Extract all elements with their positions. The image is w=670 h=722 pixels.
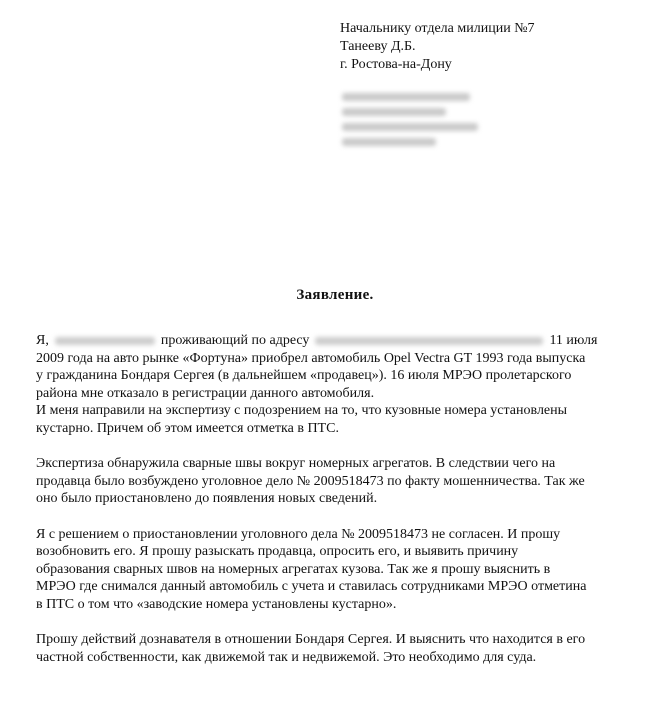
- addressee-line-2: Танееву Д.Б.: [340, 39, 416, 54]
- paragraph-1-line-6: кустарно. Причем об этом имеется отметка в ПТС.: [36, 420, 339, 436]
- paragraph-4-line-1: Прошу действий дознавателя в отношении Бондаря Сергея. И выяснить что находится в его: [36, 632, 586, 648]
- paragraph-2-line-1: Экспертиза обнаружила сварные швы вокруг номерных агрегатов. В следствии чего на: [36, 456, 556, 472]
- paragraph-1-line-2: 2009 года на авто рынке «Фортуна» приобрел автомобиль Opel Vectra GT 1993 года выпуска: [36, 350, 586, 366]
- paragraph-4-line-2: частной собственности, как движемой так и недвижемой. Это необходимо для суда.: [36, 649, 537, 665]
- paragraph-3-line-2: возобновить его. Я прошу разыскать продавца, опросить его, и выявить причину: [36, 544, 519, 560]
- paragraph-3-line-5: в ПТС о том что «заводские номера установлены кустарно».: [36, 596, 397, 612]
- paragraph-2-line-3: оно было приостановлено до появления новых сведений.: [36, 491, 378, 507]
- paragraph-3-line-1: Я с решением о приостановлении уголовного дела № 2009518473 не согласен. И прошу: [36, 526, 561, 542]
- paragraph-3-line-3: образования сварных швов на номерных агрегатах кузова. Так же я прошу выяснить в: [36, 561, 551, 577]
- redacted-line: [342, 138, 436, 146]
- paragraph-3-line-4: МРЭО где снимался данный автомобиль с учета и ставилась сотрудниками МРЭО отметина: [36, 579, 587, 595]
- document-title: Заявление.: [296, 287, 374, 303]
- paragraph-1-line-1: Я, проживающий по адресу 11 июля: [36, 333, 598, 348]
- paragraph-1-line-3: у гражданина Бондаря Сергея (в дальнейшем «продавец»). 16 июля МРЭО пролетарского: [36, 368, 572, 384]
- redacted-line: [342, 123, 478, 131]
- paragraph-1-line-5: И меня направили на экспертизу с подозрением на то, что кузовные номера установлены: [36, 403, 568, 419]
- paragraph-1-line-4: района мне отказало в регистрации данного автомобиля.: [36, 385, 375, 401]
- addressee-block: [340, 20, 660, 74]
- redacted-sender-block: [342, 93, 482, 153]
- redacted-address: [315, 337, 543, 345]
- redacted-line: [342, 108, 446, 116]
- addressee-line-1: Начальнику отдела милиции №7: [340, 21, 535, 36]
- addressee-line-3: г. Ростова-на-Дону: [340, 57, 452, 72]
- document-body: [36, 332, 662, 666]
- redacted-name: [55, 337, 155, 345]
- redacted-line: [342, 93, 470, 101]
- paragraph-2-line-2: продавца было возбуждено уголовное дело № 2009518473 по факту мошенничества. Так же: [36, 473, 585, 489]
